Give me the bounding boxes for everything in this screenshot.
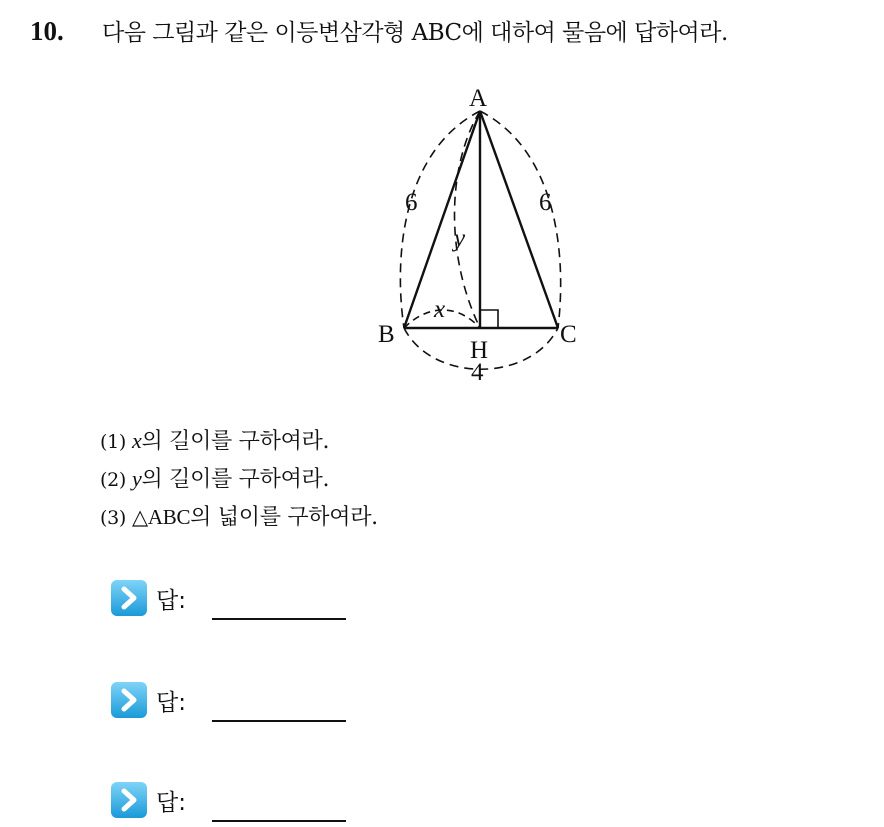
vertex-label-c: C — [560, 321, 577, 348]
subquestion-1 — [100, 424, 378, 462]
vertex-label-b: B — [378, 321, 395, 348]
right-angle-mark — [480, 310, 498, 328]
chevron-right-icon — [110, 579, 148, 617]
subquestion-text: 의 넓이를 구하여라. — [190, 505, 378, 530]
triangle-diagram — [370, 78, 600, 390]
question-number: 10. — [30, 16, 64, 46]
subquestion-2 — [100, 462, 378, 500]
subquestion-variable: △ABC — [132, 505, 191, 529]
answer-row-1 — [110, 578, 346, 618]
subquestion-number: (3) — [100, 507, 127, 529]
side-label-ah: y — [454, 225, 466, 252]
chevron-right-icon — [110, 681, 148, 719]
side-label-ac: 6 — [539, 189, 552, 216]
subquestion-list — [100, 424, 378, 538]
answer-label: 답: — [156, 689, 186, 716]
subquestion-variable: y — [132, 466, 142, 491]
answer-blank[interactable] — [212, 618, 346, 620]
subquestion-text: 의 길이를 구하여라. — [141, 429, 330, 454]
answer-row-3 — [110, 780, 346, 820]
subquestion-number: (2) — [100, 469, 127, 491]
question-text: 다음 그림과 같은 이등변삼각형 ABC에 대하여 물음에 답하여라. — [102, 20, 728, 46]
side-label-ab: 6 — [405, 189, 418, 216]
answer-label: 답: — [156, 587, 186, 614]
answer-row-2 — [110, 680, 346, 720]
vertex-label-a: A — [469, 85, 488, 112]
chevron-right-icon — [110, 781, 148, 819]
answer-blank[interactable] — [212, 720, 346, 722]
side-label-bc: 4 — [471, 359, 484, 386]
subquestion-3 — [100, 500, 378, 538]
triangle-figure — [370, 78, 600, 390]
subquestion-text: 의 길이를 구하여라. — [141, 467, 330, 492]
subquestion-variable: x — [132, 428, 142, 453]
answer-label: 답: — [156, 789, 186, 816]
vertex-label-h: H — [470, 337, 489, 364]
side-label-bh: x — [434, 296, 446, 323]
answer-blank[interactable] — [212, 820, 346, 822]
question-header — [30, 14, 728, 47]
dashed-arc-ah — [455, 111, 481, 328]
subquestion-number: (1) — [100, 431, 127, 453]
